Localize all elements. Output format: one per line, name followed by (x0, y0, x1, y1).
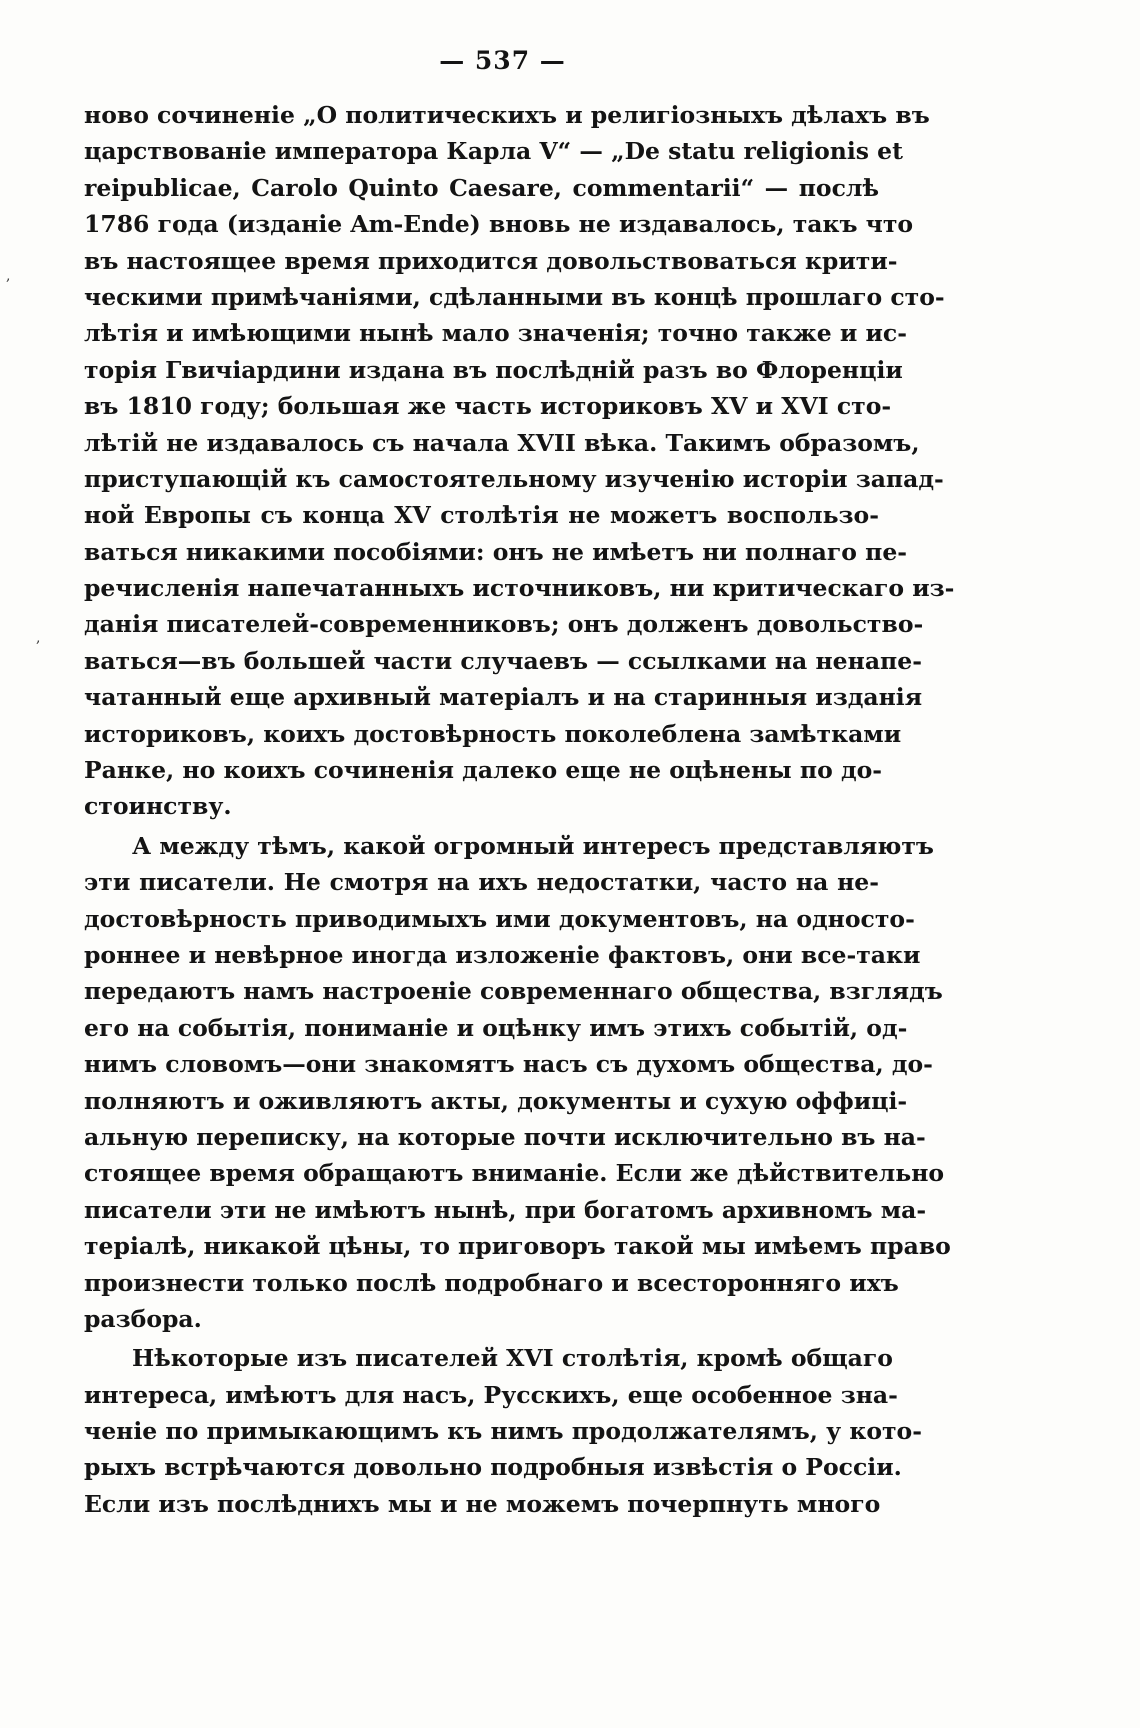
paragraph (84, 1340, 922, 1522)
page-number: — 537 — (439, 46, 566, 75)
text-line: стоинству. (84, 792, 232, 821)
text-line: разбора. (84, 1304, 202, 1333)
text-line: альную переписку, на которые почти исключительно въ на- (84, 1122, 926, 1151)
paragraph (84, 828, 951, 1337)
text-line: стоящее время обращаютъ вниманіе. Если же дѣйствительно (84, 1159, 945, 1188)
text-line: 1786 года (изданіе Am-Ende) вновь не издавалось, такъ что (84, 210, 914, 239)
text-line: ваться—въ большей части случаевъ — ссылками на ненапе- (84, 646, 922, 675)
text-line: въ 1810 году; большая же часть историковъ XV и XVI сто- (84, 392, 892, 421)
text-line: данія писателей-современниковъ; онъ долженъ довольство- (84, 610, 924, 639)
text-line: роннее и невѣрное иногда изложеніе фактовъ, они все-таки (84, 940, 921, 969)
text-line: достовѣрность приводимыхъ ими документовъ, на односто- (84, 904, 915, 933)
text-line: ново сочиненіе „О политическихъ и религіозныхъ дѣлахъ въ (84, 101, 930, 129)
text-line: Ранке, но коихъ сочиненія далеко еще не оцѣнены по до- (84, 756, 883, 785)
text-line: ваться никакими пособіями: онъ не имѣетъ ни полнаго пе- (84, 537, 908, 566)
margin-speck: , (36, 630, 41, 646)
text-line: его на событія, пониманіе и оцѣнку имъ этихъ событій, од- (84, 1013, 908, 1042)
text-line: теріалѣ, никакой цѣны, то приговоръ такой мы имѣемъ право (84, 1232, 951, 1261)
text-line: ченіе по примыкающимъ къ нимъ продолжателямъ, у кото- (84, 1417, 922, 1446)
text-line: интереса, имѣютъ для насъ, Русскихъ, еще особенное зна- (84, 1380, 898, 1409)
text-line: ческими примѣчаніями, сдѣланными въ концѣ прошлаго сто- (84, 282, 945, 311)
text-line: торія Гвичіардини издана въ послѣдній разъ во Флоренціи (84, 355, 903, 384)
text-line: Нѣкоторые изъ писателей XVI столѣтія, кромѣ общаго (132, 1344, 893, 1373)
text-line: историковъ, коихъ достовѣрность поколеблена замѣтками (84, 719, 902, 748)
text-line: полняютъ и оживляютъ акты, документы и сухую оффиці- (84, 1086, 908, 1115)
text-line: А между тѣмъ, какой огромный интересъ представляютъ (132, 831, 934, 860)
text-line: лѣтій не издавалось съ начала XVII вѣка. Такимъ образомъ, (84, 428, 920, 457)
text-line: рыхъ встрѣчаются довольно подробныя извѣстія о Россіи. (84, 1453, 902, 1482)
margin-speck: , (6, 268, 11, 284)
text-line: reipublicae, Carolo Quinto Caesare, commentarii“ — послѣ (84, 173, 879, 202)
text-line: нимъ словомъ—они знакомятъ насъ съ духомъ общества, до- (84, 1050, 933, 1079)
text-line: писатели эти не имѣютъ нынѣ, при богатомъ архивномъ ма- (84, 1195, 927, 1224)
body-text (84, 97, 955, 1522)
text-line: приступающій къ самостоятельному изученію исторіи запад- (84, 464, 944, 493)
text-line: речисленія напечатанныхъ источниковъ, ни критическаго из- (84, 574, 955, 603)
paragraph-container (84, 97, 955, 1522)
text-line: царствованіе императора Карла V“ — „De statu religionis et (84, 137, 903, 166)
text-line: лѣтія и имѣющими нынѣ мало значенія; точно также и ис- (84, 319, 907, 348)
text-line: произнести только послѣ подробнаго и всесторонняго ихъ (84, 1268, 899, 1297)
text-line: Если изъ послѣднихъ мы и не можемъ почерпнуть много (84, 1489, 881, 1518)
text-line: чатанный еще архивный матеріалъ и на старинныя изданія (84, 683, 923, 712)
text-line: въ настоящее время приходится довольствоваться крити- (84, 246, 898, 275)
text-line: передаютъ намъ настроеніе современнаго общества, взглядъ (84, 977, 943, 1006)
text-line: ной Европы съ конца XV столѣтія не можетъ воспользо- (84, 501, 879, 530)
text-line: эти писатели. Не смотря на ихъ недостатки, часто на не- (84, 868, 879, 897)
paragraph (84, 97, 955, 825)
